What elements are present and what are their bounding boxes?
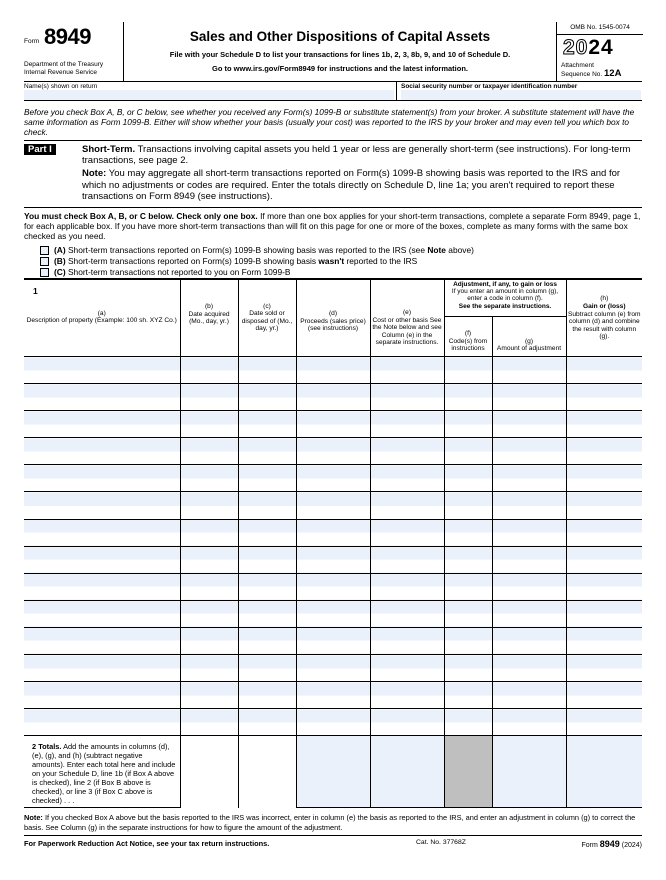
col-b-letter: (b)	[204, 303, 214, 311]
must-check-bold: You must check Box A, B, or C below. Check only one box.	[24, 211, 258, 222]
entry-cell[interactable]	[444, 465, 492, 492]
entry-cell[interactable]	[238, 492, 296, 519]
entry-cell[interactable]	[180, 682, 238, 709]
entry-cell[interactable]	[24, 357, 180, 384]
table-row	[24, 709, 642, 736]
entry-cell[interactable]	[24, 384, 180, 411]
totals-row	[24, 736, 642, 808]
col-d-label: Proceeds (sales price) (see instructions)	[300, 317, 366, 333]
table-row	[24, 655, 642, 682]
entry-cell[interactable]	[24, 682, 180, 709]
col-e-header	[370, 280, 444, 357]
bottom-note-text: If you checked Box A above but the basis reported to the IRS was incorrect, enter in column (e) the basis as reported to the IRS, and enter an adjustment in column (g) to correct the basis. See Column (g) in the separate instructions for how to figure the amount of the adjustment.	[24, 813, 636, 832]
entry-cell[interactable]	[566, 357, 642, 384]
entry-cell[interactable]	[296, 519, 370, 546]
entry-cell[interactable]	[492, 438, 566, 465]
entry-cell[interactable]	[238, 682, 296, 709]
part-1-section	[24, 141, 642, 208]
entry-cell[interactable]	[24, 627, 180, 654]
part-1-heading-text: Transactions involving capital assets you held 1 year or less are generally short-term (see instructions). For long-term transactions, see page 2.	[82, 144, 631, 167]
entry-cell[interactable]	[566, 600, 642, 627]
entry-cell[interactable]	[296, 384, 370, 411]
name-input[interactable]	[24, 90, 394, 100]
col-h-header	[566, 280, 642, 357]
entry-cell[interactable]	[238, 384, 296, 411]
col-f-header	[445, 317, 493, 356]
checkbox-row-a	[24, 245, 642, 256]
col-a-letter: (a)	[97, 309, 106, 317]
bottom-note	[24, 808, 642, 835]
entry-cell[interactable]	[370, 573, 444, 600]
entry-cell[interactable]	[566, 438, 642, 465]
entry-cell[interactable]	[370, 384, 444, 411]
table-body	[24, 357, 642, 736]
footer-form-number: 8949	[599, 838, 620, 849]
totals-blank-b	[180, 736, 238, 808]
entry-cell[interactable]	[238, 411, 296, 438]
totals-text: Add the amounts in columns (d), (e), (g), and (h) (subtract negative amounts). Enter each total here and include on your Schedule D, line 1b (if Box A above is checked), line 2 (if Box B above is checked), or line 3 (if Box C above is checked) . . .	[32, 742, 176, 806]
entry-cell[interactable]	[370, 682, 444, 709]
col-a-label: Description of property (Example: 100 sh. XYZ Co.)	[26, 317, 177, 325]
entry-cell[interactable]	[180, 357, 238, 384]
totals-col-e[interactable]	[370, 736, 444, 808]
entry-cell[interactable]	[370, 492, 444, 519]
table-row	[24, 492, 642, 519]
checkbox-row-c	[24, 267, 642, 278]
totals-label-cell	[24, 736, 180, 808]
entry-cell[interactable]	[296, 465, 370, 492]
entry-cell[interactable]	[238, 465, 296, 492]
entry-cell[interactable]	[370, 600, 444, 627]
checkbox-b-text: Short-term transactions reported on Form(s) 1099-B showing basis	[67, 256, 319, 267]
entry-cell[interactable]	[24, 411, 180, 438]
totals-col-h[interactable]	[566, 736, 642, 808]
adjustment-bold: See the separate instructions.	[458, 302, 552, 310]
entry-cell[interactable]	[24, 655, 180, 682]
entry-cell[interactable]	[566, 573, 642, 600]
entry-cell[interactable]	[444, 438, 492, 465]
table-row	[24, 573, 642, 600]
department	[24, 61, 103, 77]
checkbox-b-text-end: reported to the IRS	[344, 256, 418, 267]
entry-cell[interactable]	[492, 573, 566, 600]
name-label: Name(s) shown on return	[24, 83, 98, 90]
form-subtitle-website: Go to www.irs.gov/Form8949 for instructions and the latest information.	[211, 64, 468, 73]
table-row	[24, 627, 642, 654]
entry-cell[interactable]	[296, 655, 370, 682]
footer-year: (2024)	[621, 841, 642, 849]
checkbox-c[interactable]	[40, 268, 49, 277]
entry-cell[interactable]	[444, 384, 492, 411]
name-row	[24, 82, 642, 101]
part-1-heading: Short-Term.	[82, 144, 136, 155]
col-d-header	[296, 280, 370, 357]
entry-cell[interactable]	[180, 655, 238, 682]
paperwork-notice: For Paperwork Reduction Act Notice, see your tax return instructions.	[24, 838, 270, 848]
col-f-letter: (f)	[464, 330, 472, 338]
entry-cell[interactable]	[492, 655, 566, 682]
col-h-label: Subtract column (e) from column (d) and combine the result with column (g).	[567, 310, 641, 341]
entry-cell[interactable]	[296, 492, 370, 519]
table-row	[24, 465, 642, 492]
footer-form-word: Form	[581, 841, 598, 849]
form-8949-page	[24, 22, 642, 850]
entry-cell[interactable]	[492, 709, 566, 736]
attachment-sequence	[561, 62, 621, 78]
table-row	[24, 411, 642, 438]
entry-cell[interactable]	[566, 492, 642, 519]
entry-cell[interactable]	[180, 411, 238, 438]
entry-cell[interactable]	[180, 627, 238, 654]
checkbox-a[interactable]	[40, 246, 49, 255]
entry-cell[interactable]	[238, 546, 296, 573]
entry-cell[interactable]	[444, 546, 492, 573]
checkbox-b-letter: (B)	[54, 256, 66, 267]
entry-cell[interactable]	[566, 546, 642, 573]
totals-col-f-shaded	[444, 736, 492, 808]
department-name: Department of the Treasury	[24, 61, 104, 68]
intro-text: Before you check Box A, B, or C below, see whether you received any Form(s) 1099-B or substitute statement(s) from your broker. A substitute statement will have the same information as Form 1099-B. Either will show whether your basis (usually your cost) was reported to the IRS by your broker and may even tell you which box to check.	[24, 107, 642, 141]
footer-form-id	[581, 839, 642, 849]
entry-cell[interactable]	[24, 492, 180, 519]
entry-cell[interactable]	[296, 546, 370, 573]
table-row	[24, 519, 642, 546]
table-header	[24, 280, 642, 357]
ssn-box	[396, 82, 642, 100]
totals-number: 2	[32, 742, 37, 752]
part-1-note-label: Note:	[82, 168, 107, 180]
form-word: Form	[24, 38, 40, 45]
col-b-header	[180, 280, 238, 357]
entry-cell[interactable]	[296, 438, 370, 465]
checkbox-a-text: Short-term transactions reported on Form(s) 1099-B showing basis was reported to the IRS (see	[67, 245, 428, 256]
entry-cell[interactable]	[180, 600, 238, 627]
omb-number: OMB No. 1545-0074	[557, 22, 643, 35]
adjustment-subcols	[445, 317, 566, 356]
form-id-block	[24, 22, 124, 82]
entry-cell[interactable]	[296, 709, 370, 736]
title-block	[124, 22, 556, 82]
ssn-label: Social security number or taxpayer identification number	[401, 83, 578, 90]
totals-label: Totals.	[38, 742, 62, 752]
entry-cell[interactable]	[566, 465, 642, 492]
form-number: 8949	[44, 24, 91, 49]
entry-cell[interactable]	[180, 438, 238, 465]
table-row	[24, 682, 642, 709]
entry-cell[interactable]	[444, 519, 492, 546]
sequence-number: 12A	[604, 67, 622, 79]
entry-cell[interactable]	[444, 655, 492, 682]
entry-cell[interactable]	[24, 546, 180, 573]
form-title: Sales and Other Dispositions of Capital Assets	[189, 29, 491, 44]
line-1-number: 1	[33, 286, 38, 297]
sequence-label: Sequence No.	[561, 70, 603, 78]
irs-name: Internal Revenue Service	[24, 69, 97, 76]
col-d-letter: (d)	[328, 310, 338, 318]
entry-cell[interactable]	[444, 573, 492, 600]
entry-cell[interactable]	[444, 627, 492, 654]
entry-cell[interactable]	[566, 519, 642, 546]
entry-cell[interactable]	[296, 357, 370, 384]
col-c-header	[238, 280, 296, 357]
col-a-header	[24, 280, 180, 357]
entry-cell[interactable]	[370, 519, 444, 546]
adjustment-title-block	[445, 280, 566, 317]
table-row	[24, 546, 642, 573]
entry-cell[interactable]	[24, 465, 180, 492]
entry-cell[interactable]	[492, 465, 566, 492]
bottom-note-label: Note:	[24, 813, 43, 823]
entry-cell[interactable]	[566, 411, 642, 438]
entry-cell[interactable]	[238, 573, 296, 600]
checkbox-c-letter: (C)	[54, 267, 66, 278]
entry-cell[interactable]	[492, 627, 566, 654]
col-e-letter: (e)	[402, 309, 412, 317]
col-c-label: Date sold or disposed of (Mo., day, yr.)	[241, 310, 293, 333]
part-1-note-text: You may aggregate all short-term transactions reported on Form(s) 1099-B showing basis was reported to the IRS and for which no adjustments or codes are required. Enter the totals directly on Schedule D, line 1a; you aren't required to report these transactions on Form 8949 (see instructions).	[82, 168, 621, 202]
entry-cell[interactable]	[24, 438, 180, 465]
totals-col-d[interactable]	[296, 736, 370, 808]
checkbox-a-text-end: above)	[445, 245, 474, 256]
entry-cell[interactable]	[180, 709, 238, 736]
entry-cell[interactable]	[296, 682, 370, 709]
entry-cell[interactable]	[370, 655, 444, 682]
entry-cell[interactable]	[370, 438, 444, 465]
totals-blank-c	[238, 736, 296, 808]
entry-cell[interactable]	[370, 546, 444, 573]
col-g-letter: (g)	[524, 337, 534, 345]
entry-cell[interactable]	[238, 627, 296, 654]
entry-cell[interactable]	[566, 655, 642, 682]
checkbox-c-text: Short-term transactions not reported to you on Form 1099-B	[67, 267, 291, 278]
checkbox-b[interactable]	[40, 257, 49, 266]
entry-cell[interactable]	[180, 546, 238, 573]
entry-cell[interactable]	[180, 492, 238, 519]
entry-cell[interactable]	[296, 573, 370, 600]
entry-cell[interactable]	[492, 546, 566, 573]
entry-cell[interactable]	[24, 709, 180, 736]
col-g-label: Amount of adjustment	[496, 345, 562, 353]
entry-cell[interactable]	[566, 709, 642, 736]
table-row	[24, 384, 642, 411]
entry-cell[interactable]	[180, 573, 238, 600]
table-row	[24, 600, 642, 627]
entry-cell[interactable]	[492, 384, 566, 411]
col-g-header	[493, 317, 566, 356]
ssn-input[interactable]	[401, 90, 641, 100]
entry-cell[interactable]	[492, 411, 566, 438]
entry-cell[interactable]	[492, 492, 566, 519]
entry-cell[interactable]	[238, 600, 296, 627]
checkbox-a-bold: Note	[427, 245, 446, 256]
entry-cell[interactable]	[24, 519, 180, 546]
entry-cell[interactable]	[24, 573, 180, 600]
col-h-letter: (h)	[600, 295, 609, 303]
form-subtitle-schedule-d: File with your Schedule D to list your transactions for lines 1b, 2, 3, 8b, 9, and 10 of Schedule D.	[169, 50, 511, 59]
entry-cell[interactable]	[370, 411, 444, 438]
col-h-title: Gain or (loss)	[583, 303, 626, 311]
entry-cell[interactable]	[296, 627, 370, 654]
table-row	[24, 438, 642, 465]
entry-cell[interactable]	[444, 600, 492, 627]
entry-cell[interactable]	[296, 411, 370, 438]
col-c-letter: (c)	[263, 302, 271, 310]
checkbox-b-bold: wasn't	[318, 256, 345, 267]
entry-cell[interactable]	[444, 357, 492, 384]
form-footer	[24, 836, 642, 850]
col-f-label: Code(s) from instructions	[448, 337, 488, 353]
entry-cell[interactable]	[444, 411, 492, 438]
entry-cell[interactable]	[24, 600, 180, 627]
entry-cell[interactable]	[444, 682, 492, 709]
entry-cell[interactable]	[370, 627, 444, 654]
catalog-number: Cat. No. 37768Z	[416, 838, 466, 846]
entry-cell[interactable]	[180, 384, 238, 411]
box-checkboxes	[24, 245, 642, 278]
form-header	[24, 22, 642, 82]
entry-cell[interactable]	[370, 357, 444, 384]
entry-cell[interactable]	[238, 709, 296, 736]
entry-cell[interactable]	[492, 600, 566, 627]
must-check-instructions	[24, 211, 642, 241]
adjustment-title: Adjustment, if any, to gain or loss	[453, 281, 557, 289]
totals-col-g[interactable]	[492, 736, 566, 808]
attachment-label: Attachment	[561, 62, 594, 69]
entry-cell[interactable]	[180, 465, 238, 492]
transactions-table	[24, 278, 642, 808]
entry-cell[interactable]	[238, 655, 296, 682]
entry-cell[interactable]	[370, 709, 444, 736]
entry-cell[interactable]	[444, 709, 492, 736]
part-1-tag: Part I	[24, 144, 56, 155]
entry-cell[interactable]	[238, 438, 296, 465]
entry-cell[interactable]	[492, 519, 566, 546]
checkbox-row-b	[24, 256, 642, 267]
year-suffix: 24	[588, 36, 614, 59]
entry-cell[interactable]	[370, 465, 444, 492]
entry-cell[interactable]	[492, 682, 566, 709]
entry-cell[interactable]	[296, 600, 370, 627]
table-row	[24, 357, 642, 384]
entry-cell[interactable]	[566, 384, 642, 411]
entry-cell[interactable]	[444, 492, 492, 519]
adjustment-header	[444, 280, 566, 357]
entry-cell[interactable]	[238, 357, 296, 384]
adjustment-text: If you enter an amount in column (g), enter a code in column (f).	[451, 288, 559, 303]
entry-cell[interactable]	[566, 682, 642, 709]
year-prefix: 20	[563, 36, 589, 59]
omb-block	[556, 22, 642, 82]
entry-cell[interactable]	[180, 519, 238, 546]
entry-cell[interactable]	[492, 357, 566, 384]
must-check-text: If more than one box applies for your short-term transactions, complete a separate Form 8949, page 1, for each applicable box. If you have more short-term transactions than will fit on this page for one or more of the boxes, complete as many forms with the same box checked as you need.	[24, 211, 641, 242]
tax-year	[563, 36, 614, 60]
col-b-label: Date acquired (Mo., day, yr.)	[188, 310, 230, 326]
checkbox-a-letter: (A)	[54, 245, 66, 256]
col-e-label: Cost or other basis See the Note below and see Column (e) in the separate instructions.	[372, 316, 442, 347]
entry-cell[interactable]	[238, 519, 296, 546]
entry-cell[interactable]	[566, 627, 642, 654]
part-1-text	[82, 144, 642, 202]
